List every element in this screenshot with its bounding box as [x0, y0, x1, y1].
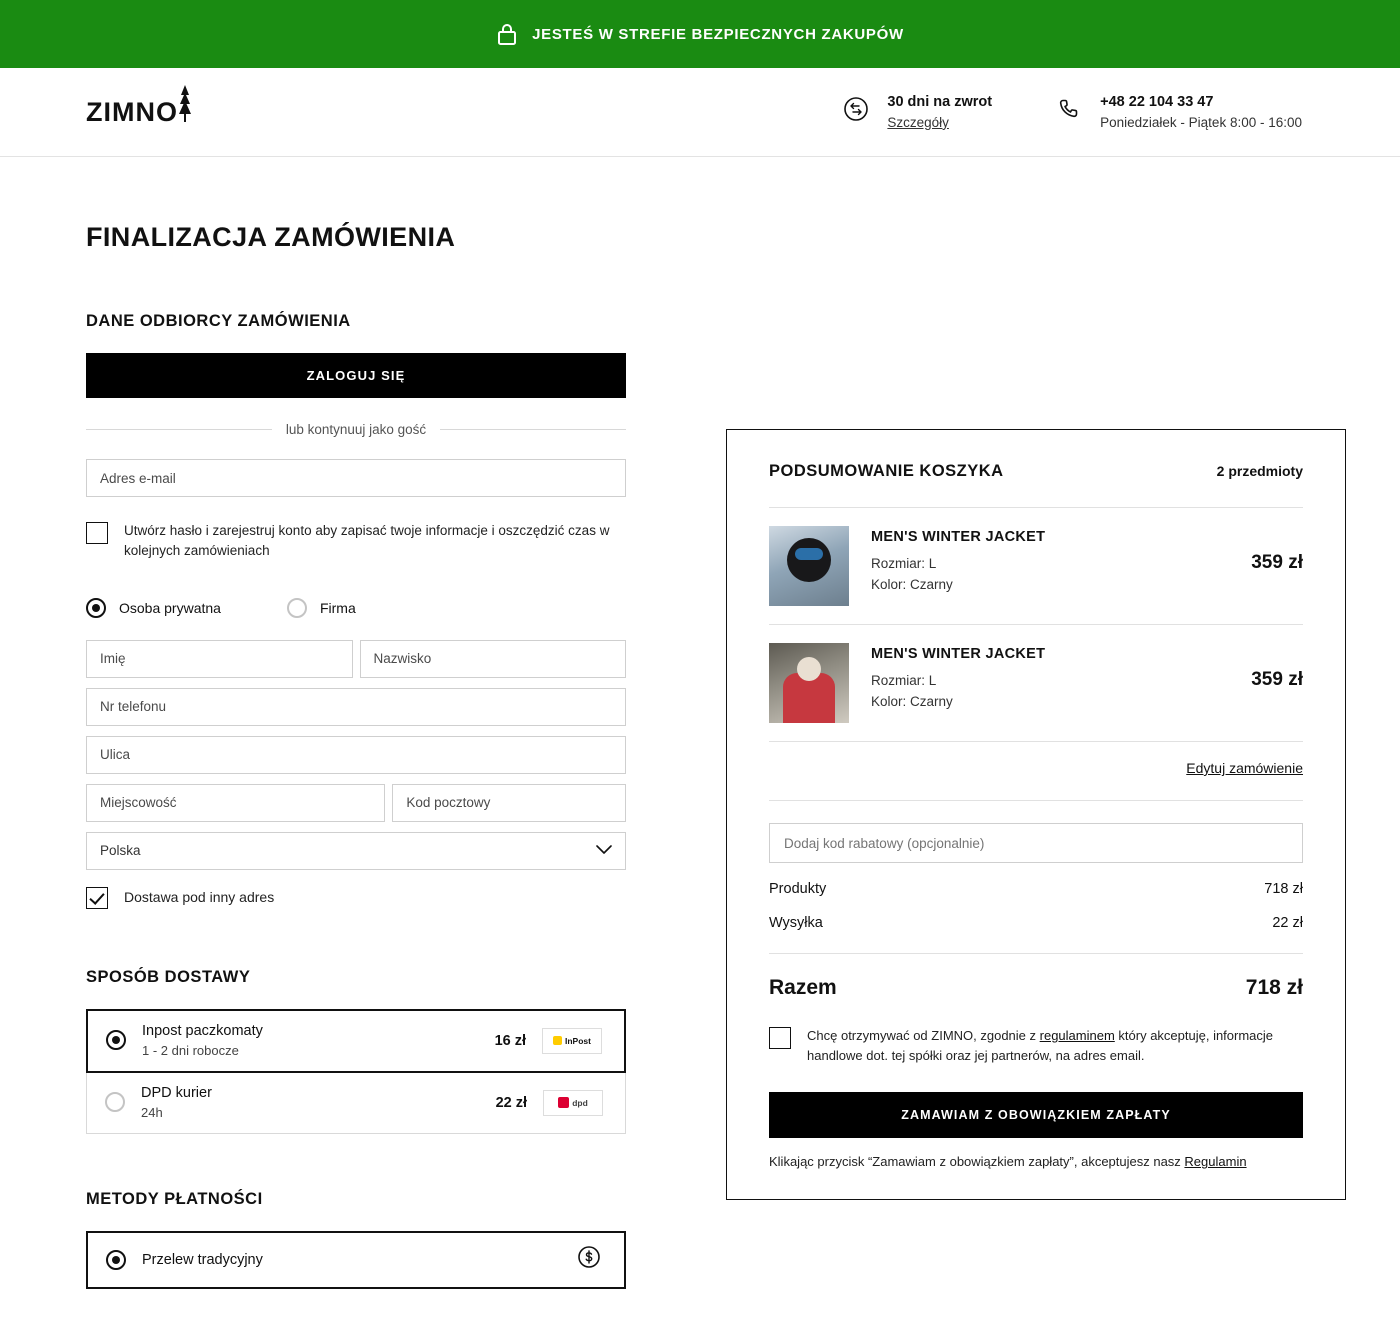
summary-line-shipping: [769, 915, 1303, 931]
customer-type-company[interactable]: [287, 598, 356, 618]
delivery-dpd-time: 24h: [141, 1104, 163, 1120]
payment-transfer-label: Przelew tradycyjny: [142, 1251, 263, 1268]
consent-text-after: który akceptuję, informacje handlowe dot. tej spółki oraz jej partnerów, na adres email.: [807, 1028, 1274, 1064]
lock-icon: [496, 22, 518, 46]
cart-item-name: MEN'S WINTER JACKET: [871, 646, 1046, 662]
country-select-wrap[interactable]: [86, 832, 626, 870]
customer-type-private[interactable]: [86, 598, 221, 618]
summary-total-row: [769, 953, 1303, 1000]
create-account-label: Utwórz hasło i zarejestruj konto aby zapisać twoje informacje i oszczędzić czas w kolejnych zamówieniach: [124, 523, 610, 559]
summary-total-value: 718 zł: [1245, 976, 1303, 999]
create-account-checkbox[interactable]: [86, 522, 108, 544]
phone-icon: [1056, 95, 1084, 128]
last-name-field[interactable]: [360, 640, 627, 678]
delivery-inpost-name: Inpost paczkomaty: [142, 1023, 263, 1040]
summary-title: PODSUMOWANIE KOSZYKA: [769, 462, 1004, 480]
postcode-field[interactable]: [392, 784, 626, 822]
payment-section-title: METODY PŁATNOŚCI: [86, 1189, 263, 1208]
delivery-inpost-time: 1 - 2 dni robocze: [142, 1042, 239, 1058]
marketing-consent-label: [807, 1026, 1303, 1066]
guest-divider: [86, 422, 626, 437]
legal-text: Klikając przycisk “Zamawiam z obowiązkiem zapłaty”, akceptujesz nasz: [769, 1154, 1185, 1170]
cart-item-size: Rozmiar: L: [871, 673, 937, 689]
returns-details-link[interactable]: Szczegóły: [887, 114, 949, 130]
legal-note: [769, 1154, 1303, 1169]
phone-number[interactable]: +48 22 104 33 47: [1100, 93, 1214, 110]
recipient-section-title: DANE ODBIORCY ZAMÓWIENIA: [86, 312, 351, 330]
edit-order-row: [769, 741, 1303, 800]
summary-line-products: [769, 881, 1303, 897]
login-button[interactable]: ZALOGUJ SIĘ: [86, 353, 626, 398]
radio-dpd-icon[interactable]: [105, 1092, 125, 1112]
cart-item-name: MEN'S WINTER JACKET: [871, 529, 1046, 545]
inpost-logo-text: InPost: [565, 1035, 591, 1046]
page-title: FINALIZACJA ZAMÓWIENIA: [86, 222, 456, 252]
site-header: [0, 68, 1400, 157]
customer-type-company-label: Firma: [319, 599, 356, 616]
product-thumbnail[interactable]: [769, 643, 849, 723]
summary-items-count: 2 przedmioty: [1216, 463, 1303, 479]
cart-summary-panel: [726, 429, 1346, 1200]
inpost-logo-icon: [542, 1028, 602, 1054]
product-thumbnail[interactable]: [769, 526, 849, 606]
delivery-section-title: SPOSÓB DOSTAWY: [86, 967, 251, 986]
consent-text-before: Chcę otrzymywać od ZIMNO, zgodnie z: [807, 1028, 1040, 1043]
delivery-dpd-name: DPD kurier: [141, 1085, 212, 1102]
header-info: [841, 92, 1344, 133]
summary-line-products-value: 718 zł: [1264, 881, 1303, 897]
delivery-inpost-price: 16 zł: [494, 1032, 526, 1049]
consent-terms-link[interactable]: regulaminem: [1039, 1028, 1115, 1043]
cart-item-color: Kolor: Czarny: [871, 577, 953, 593]
delivery-option-inpost[interactable]: [86, 1009, 626, 1073]
cart-item: [769, 507, 1303, 624]
edit-order-link[interactable]: Edytuj zamówienie: [1186, 760, 1303, 776]
cart-item-size: Rozmiar: L: [871, 556, 937, 572]
phone-field[interactable]: [86, 688, 626, 726]
tree-icon: [174, 83, 196, 128]
dpd-logo-icon: [543, 1090, 603, 1116]
returns-info: [841, 92, 992, 133]
cart-item: [769, 624, 1303, 741]
first-name-field[interactable]: [86, 640, 353, 678]
customer-type-private-label: Osoba prywatna: [119, 599, 221, 616]
cart-item-price: 359 zł: [1251, 552, 1303, 573]
radio-inpost-icon[interactable]: [106, 1030, 126, 1050]
street-field[interactable]: [86, 736, 626, 774]
coupon-input[interactable]: [769, 823, 1303, 863]
dollar-circle-icon: [576, 1244, 602, 1275]
cart-item-color: Kolor: Czarny: [871, 694, 953, 710]
secure-shopping-banner: [0, 0, 1400, 68]
phone-hours: Poniedziałek - Piątek 8:00 - 16:00: [1100, 114, 1302, 130]
payment-option-transfer[interactable]: [86, 1231, 626, 1289]
delivery-option-dpd[interactable]: [86, 1072, 626, 1134]
other-address-label: Dostawa pod inny adres: [124, 888, 275, 905]
coupon-area: [769, 800, 1303, 863]
terms-link[interactable]: Regulamin: [1184, 1154, 1247, 1170]
summary-line-products-label: Produkty: [769, 881, 827, 897]
other-address-row[interactable]: [86, 886, 626, 909]
customer-type-group[interactable]: [86, 598, 626, 618]
country-select[interactable]: [86, 832, 626, 870]
guest-divider-label: lub kontynuuj jako gość: [285, 422, 427, 437]
returns-title: 30 dni na zwrot: [887, 93, 993, 110]
other-address-checkbox[interactable]: [86, 887, 108, 909]
dpd-logo-text: dpd: [572, 1097, 588, 1108]
logo-text: ZIMNO: [86, 96, 178, 127]
cart-item-price: 359 zł: [1251, 669, 1303, 690]
place-order-button[interactable]: ZAMAWIAM Z OBOWIĄZKIEM ZAPŁATY: [769, 1092, 1303, 1138]
city-field[interactable]: [86, 784, 385, 822]
summary-total-label: Razem: [769, 976, 837, 999]
return-icon: [841, 94, 871, 129]
email-field[interactable]: [86, 459, 626, 497]
radio-transfer-icon[interactable]: [106, 1250, 126, 1270]
create-account-row[interactable]: [86, 521, 626, 562]
radio-company-icon[interactable]: [287, 598, 307, 618]
logo[interactable]: [86, 97, 196, 128]
phone-info: [1056, 92, 1302, 133]
secure-shopping-text: JESTEŚ W STREFIE BEZPIECZNYCH ZAKUPÓW: [532, 25, 904, 43]
marketing-consent-checkbox[interactable]: [769, 1027, 791, 1049]
summary-line-shipping-label: Wysyłka: [769, 915, 823, 931]
summary-line-shipping-value: 22 zł: [1272, 915, 1303, 931]
delivery-dpd-price: 22 zł: [495, 1094, 527, 1111]
radio-private-icon[interactable]: [86, 598, 106, 618]
marketing-consent-row[interactable]: [769, 1026, 1303, 1066]
